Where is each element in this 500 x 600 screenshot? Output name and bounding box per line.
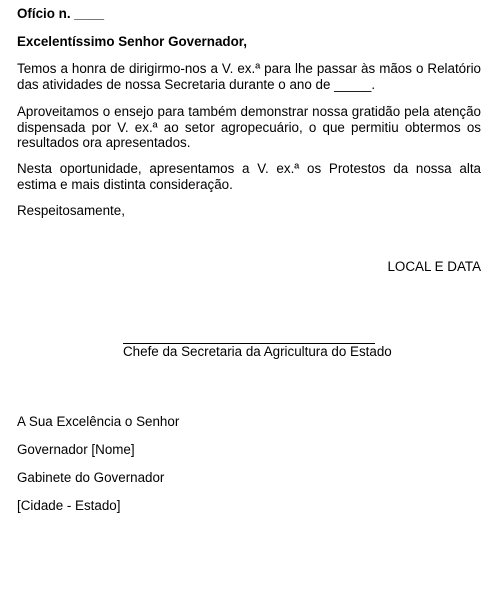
letter-closing: Respeitosamente, — [17, 203, 125, 218]
recipient-line-2: Governador [Nome] — [17, 442, 135, 457]
place-and-date: LOCAL E DATA — [387, 259, 481, 274]
letter-salutation: Excelentíssimo Senhor Governador, — [17, 34, 247, 49]
signature-title: Chefe da Secretaria da Agricultura do Estado — [123, 344, 392, 359]
recipient-line-3: Gabinete do Governador — [17, 470, 165, 485]
paragraph-gratitude: Aproveitamos o ensejo para também demonstrar nossa gratidão pela atenção dispensada por V. ex.ª ao setor agropecuário, o que permitiu obtermos os resultados ora apresentados. — [17, 104, 481, 150]
letter-reference: Ofício n. ____ — [17, 6, 105, 21]
recipient-line-1: A Sua Excelência o Senhor — [17, 414, 180, 429]
recipient-line-4: [Cidade - Estado] — [17, 498, 121, 513]
paragraph-report: Temos a honra de dirigirmo-nos a V. ex.ª para lhe passar às mãos o Relatório das atividades de nossa Secretaria durante o ano de _____. — [17, 61, 481, 92]
paragraph-regards: Nesta oportunidade, apresentamos a V. ex.ª os Protestos da nossa alta estima e mais distinta consideração. — [17, 161, 481, 192]
